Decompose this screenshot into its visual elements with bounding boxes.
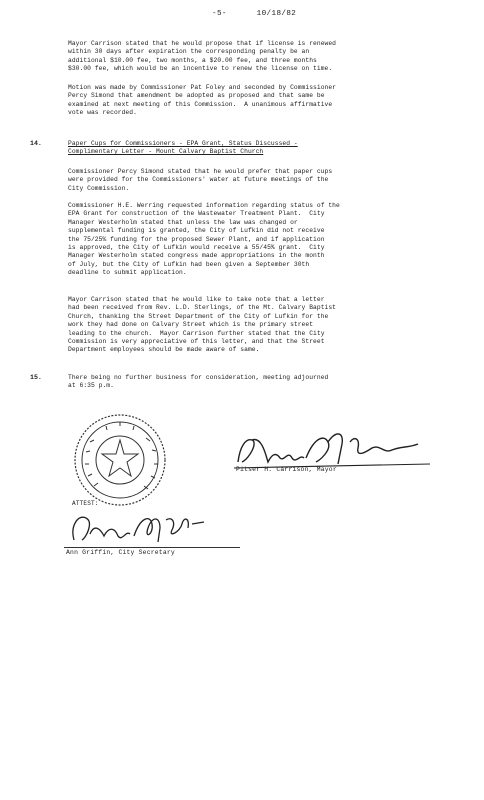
text-line: Commissioner H.E. Werring requested information regarding status of the: [68, 202, 340, 209]
item-14-title: [68, 140, 472, 157]
text-line: of July, but the City of Lufkin had been given a September 30th: [68, 260, 310, 268]
title-line: Complimentary Letter - Mount Calvary Baptist Church: [68, 148, 264, 156]
paragraph-adjourned: [68, 374, 472, 391]
secretary-signature-scribble: [64, 506, 244, 550]
text-line: is approved, the City of Lufkin would receive a 55/45% grant. City: [68, 244, 325, 252]
text-line: Commissioner Percy Simond stated that he would prefer that paper cups: [68, 168, 333, 175]
paragraph-church-letter: [68, 296, 472, 355]
text-line: City Commission.: [68, 184, 130, 192]
text-line: EPA Grant for construction of the Wastewater Treatment Plant. City: [68, 210, 325, 218]
text-line: examined at next meeting of this Commission. A unanimous affirmative: [68, 100, 333, 108]
text-line: Motion was made by Commissioner Pat Foley and seconded by Commissioner: [68, 84, 337, 91]
text-line: Percy Simond that amendment be adopted as proposed and that same be: [68, 92, 325, 100]
text-line: Manager Westerholm stated that unless the law was changed or: [68, 218, 298, 226]
text-line: were provided for the Commissioners' water at future meetings of the: [68, 176, 329, 184]
text-line: additional $10.00 fee, two months, a $20.00 fee, and three months: [68, 56, 317, 64]
text-line: Department employees should be made aware of same.: [68, 346, 260, 354]
text-line: at 6:35 p.m.: [68, 382, 114, 390]
text-line: $30.00 fee, which would be an incentive to renew the license on time.: [68, 65, 333, 73]
text-line: There being no further business for consideration, meeting adjourned: [68, 374, 329, 381]
text-line: had been received from Rev. L.D. Sterlings, of the Mt. Calvary Baptist: [68, 304, 337, 312]
item-number-15: 15.: [30, 374, 42, 381]
text-line: Manager Westerholm stated congress made appropriations in the month: [68, 252, 325, 260]
text-line: work they had done on Calvary Street which is the primary street: [68, 321, 314, 329]
title-line: Paper Cups for Commissioners - EPA Grant, Status Discussed -: [68, 140, 298, 147]
secretary-name: Ann Griffin, City Secretary: [66, 549, 175, 556]
paragraph-epa-grant: [68, 202, 472, 278]
paragraph-license-penalty: [68, 40, 472, 74]
text-line: deadline to submit application.: [68, 269, 187, 277]
text-line: Mayor Carrison stated that he would like to take note that a letter: [68, 296, 325, 303]
attest-label: ATTEST:: [72, 500, 99, 507]
page-header: -5- 10/18/82: [212, 10, 297, 18]
text-line: Commission is very appreciative of this letter, and that the Street: [68, 338, 325, 346]
mayor-name: Pitser H. Carrison, Mayor: [236, 466, 337, 473]
text-line: Church, thanking the Street Department of the City of Lufkin for the: [68, 312, 329, 320]
secretary-signature-line: [64, 547, 240, 548]
city-seal-icon: [72, 412, 168, 508]
text-line: leading to the church. Mayor Carrison further stated that the City: [68, 329, 325, 337]
text-line: supplemental funding is granted, the City of Lufkin did not receive: [68, 227, 325, 235]
text-line: the 75/25% funding for the proposed Sewer Plant, and if application: [68, 235, 325, 243]
text-line: Mayor Carrison stated that he would propose that if license is renewed: [68, 40, 337, 47]
paragraph-paper-cups: [68, 168, 472, 193]
paragraph-motion: [68, 84, 472, 118]
text-line: within 30 days after expiration the corresponding penalty be an: [68, 48, 310, 56]
text-line: vote was recorded.: [68, 109, 137, 117]
item-number-14: 14.: [30, 140, 42, 147]
